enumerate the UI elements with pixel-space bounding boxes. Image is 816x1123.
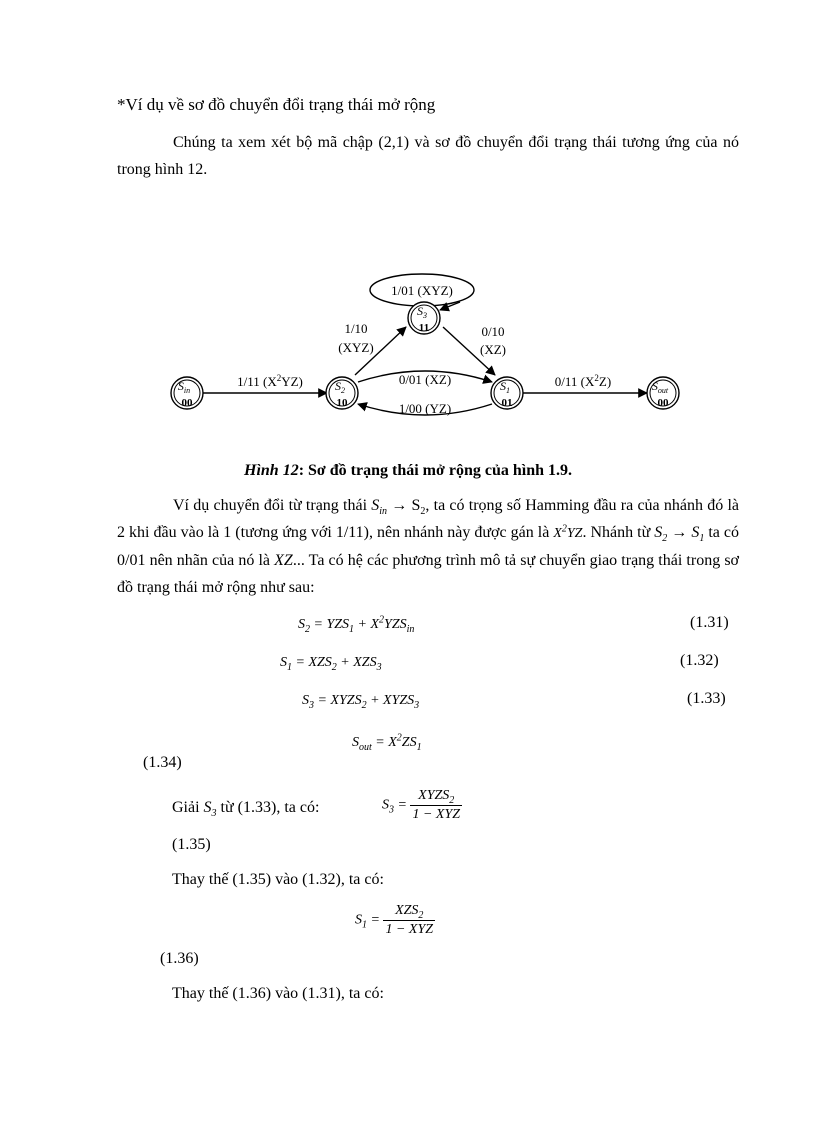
eq-number-1-34: (1.34) <box>143 754 182 771</box>
svg-text:Sin: $S_{in}$ <box>177 379 191 395</box>
svg-text:S2: $S_2$ <box>335 379 345 395</box>
svg-text:S3: $S_3$ <box>417 304 427 320</box>
state-s3 <box>408 302 440 334</box>
label-s3-to-s1-1: 0/10 <box>481 324 505 339</box>
equation-1-32: $S_1 = XZS_2 + XZS_3$ <box>280 655 382 673</box>
equation-1-31: $S_2 = YZS_1 + X^2YZS_{in}$ <box>298 614 415 635</box>
caption-text: : Sơ đồ trạng thái mở rộng của hình 1.9. <box>298 462 572 479</box>
label-s2-to-s1: 0/01 (XZ) <box>398 372 452 387</box>
label-s2-to-s3-2: (XYZ) <box>338 340 374 355</box>
eq-number-1-31: (1.31) <box>690 614 729 631</box>
substitute-line-1: Thay thế (1.35) vào (1.32), ta có: <box>172 871 384 888</box>
label-in-to-s2: 1/11 $(X^2YZ)$ <box>237 373 303 389</box>
equation-1-33: $S_3$ = $XYZS_2$ + $XYZS_3$ <box>302 693 420 711</box>
caption-label: Hình 12 <box>244 462 299 479</box>
state-s-in <box>171 377 203 409</box>
figure-caption <box>0 460 816 482</box>
label-s1-to-s2: 1/00 (YZ) <box>398 401 452 416</box>
state-s1 <box>491 377 523 409</box>
state-s2 <box>326 377 358 409</box>
section-heading: *Ví dụ về sơ đồ chuyển đổi trạng thái mở rộng <box>117 95 436 114</box>
label-s1-to-out: 0/11 $(X^2Z)$ <box>554 373 612 389</box>
svg-text:01: 01 <box>501 397 513 409</box>
label-s3-self: 1/01 (XYZ) <box>391 283 453 298</box>
svg-text:00: 00 <box>657 397 669 409</box>
svg-text:S1: $S_1$ <box>500 379 510 395</box>
state-diagram <box>160 262 720 432</box>
eq-number-1-32: (1.32) <box>680 652 719 669</box>
equation-1-34: $S_{out} = X^2ZS_1$ <box>352 732 422 753</box>
substitute-line-2: Thay thế (1.36) vào (1.31), ta có: <box>172 985 384 1002</box>
equation-1-35: $S_3$ = $\frac{XYZS_2}{\text{1 − XYZ}}$ <box>382 788 461 822</box>
eq-number-1-35: (1.35) <box>172 836 211 853</box>
intro-paragraph: Chúng ta xem xét bộ mã chập (2,1) và sơ đồ chuyển đổi trạng thái tương ứng của nó trong hình 12. <box>117 134 739 178</box>
label-s3-to-s1-2: (XZ) <box>480 342 506 357</box>
equation-1-36: $S_1$ = $\frac{XZS_2}{\text{1 − XYZ}}$ <box>355 903 434 937</box>
explanation-paragraph: Ví dụ chuyển đổi từ trạng thái $S_{in} \to S_2$, ta có trọng số Hamming đầu ra của nhánh đó là 2 khi đầu vào là 1 (tương ứng với 1/11), nên nhánh này được gán là $X^2YZ$. Nhánh từ $S_2 \to S_1$ ta có 0/01 nên nhãn của nó là XZ... Ta có hệ các phương trình mô tả sự chuyển giao trạng thái trong sơ đồ trạng thái mở rộng như sau: <box>117 497 740 596</box>
svg-text:10: 10 <box>336 397 348 409</box>
state-s-out <box>647 377 679 409</box>
eq-number-1-33: (1.33) <box>687 690 726 707</box>
svg-text:00: 00 <box>181 397 193 409</box>
svg-text:Sout: $S_{out}$ <box>651 379 669 395</box>
eq-number-1-36: (1.36) <box>160 950 199 967</box>
svg-text:11: 11 <box>418 322 430 334</box>
solve-s3-line: Giải $S_3$ từ (1.33), ta có: <box>172 799 320 820</box>
label-s2-to-s3-1: 1/10 <box>344 321 368 336</box>
